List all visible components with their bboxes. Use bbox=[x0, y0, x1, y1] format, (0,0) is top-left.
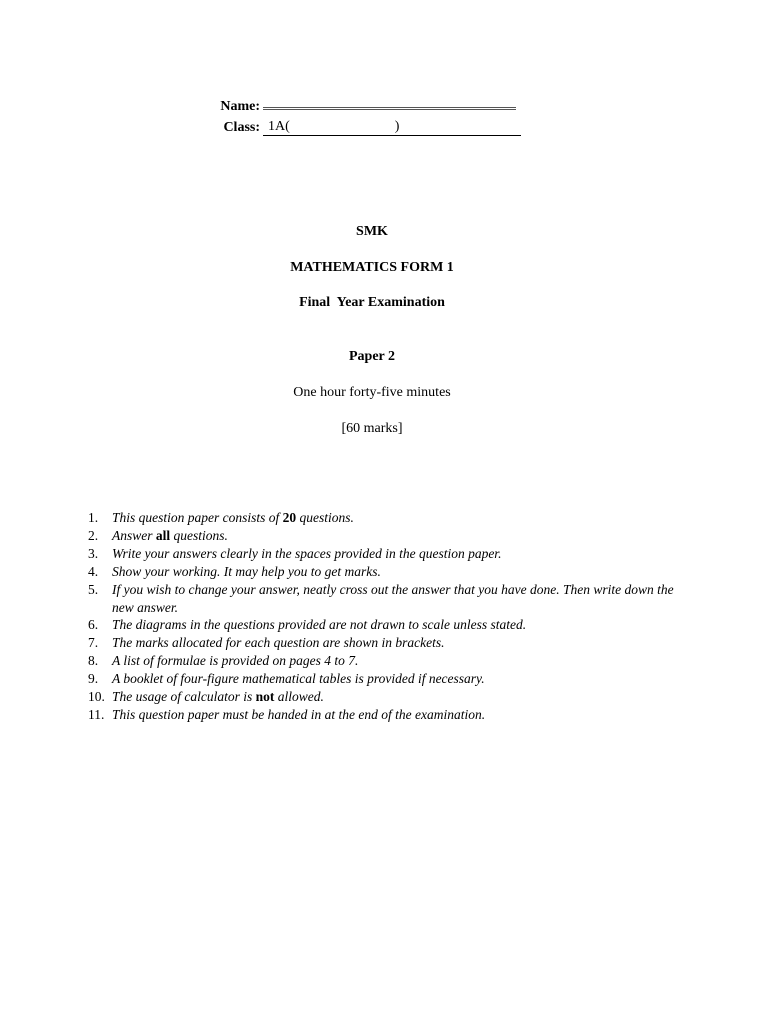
instruction-number: 7. bbox=[88, 635, 99, 651]
class-label: Class: bbox=[223, 120, 260, 135]
instruction-text bbox=[112, 689, 324, 704]
instruction-text-part: questions. bbox=[296, 510, 354, 525]
exam-duration: One hour forty-five minutes bbox=[293, 385, 451, 400]
instruction-text bbox=[112, 564, 381, 579]
instruction-text-part: The diagrams in the questions provided are not drawn to scale unless stated. bbox=[112, 617, 527, 633]
instruction-text bbox=[112, 510, 354, 525]
instruction-number: 8. bbox=[88, 653, 99, 669]
instruction-text-part: A list of formulae is provided on pages 4 to 7. bbox=[112, 653, 359, 669]
instruction-text bbox=[112, 653, 358, 668]
instruction-item bbox=[88, 527, 688, 545]
instruction-text-part: Show your working. It may help you to get marks. bbox=[112, 563, 381, 579]
school-name: SMK bbox=[356, 224, 388, 239]
instructions-list bbox=[88, 509, 688, 724]
instruction-item bbox=[88, 563, 688, 581]
instruction-number: 10. bbox=[88, 689, 105, 705]
instruction-text bbox=[112, 635, 444, 650]
instruction-text-part: This question paper must be handed in at the end of the examination. bbox=[112, 706, 486, 722]
instruction-number: 9. bbox=[88, 671, 99, 687]
instruction-item bbox=[88, 509, 688, 527]
paper-number: Paper 2 bbox=[348, 349, 395, 364]
instruction-item bbox=[88, 616, 688, 634]
instruction-text-part: Answer bbox=[112, 527, 156, 543]
instruction-text bbox=[112, 546, 501, 561]
instruction-text bbox=[112, 617, 526, 632]
instruction-emphasis: not bbox=[255, 689, 275, 705]
name-label: Name: bbox=[220, 99, 260, 114]
instruction-number: 4. bbox=[88, 563, 99, 579]
instruction-text bbox=[112, 671, 485, 686]
instruction-text-part: The usage of calculator is bbox=[112, 689, 256, 705]
instruction-text bbox=[112, 707, 485, 722]
instruction-number: 11. bbox=[88, 706, 105, 722]
instruction-text-part: The marks allocated for each question are shown in brackets. bbox=[112, 635, 445, 651]
instruction-number: 5. bbox=[88, 581, 99, 597]
instruction-item bbox=[88, 706, 688, 724]
name-row bbox=[212, 94, 522, 115]
instruction-text-part: This question paper consists of bbox=[112, 510, 283, 525]
class-field[interactable]: 1A( ) bbox=[263, 119, 521, 136]
instruction-item bbox=[88, 670, 688, 688]
instruction-text-part: Write your answers clearly in the spaces provided in the question paper. bbox=[112, 545, 502, 561]
instruction-item bbox=[88, 545, 688, 563]
exam-title: Final Year Examination bbox=[299, 295, 445, 310]
instruction-item bbox=[88, 634, 688, 652]
instruction-number: 6. bbox=[88, 617, 99, 633]
instruction-text-part: questions. bbox=[170, 527, 228, 543]
instruction-text-part: A booklet of four-figure mathematical tables is provided if necessary. bbox=[112, 671, 485, 687]
instruction-number: 3. bbox=[88, 545, 99, 561]
instruction-text-part: allowed. bbox=[274, 689, 324, 705]
class-row bbox=[212, 115, 522, 136]
total-marks: [60 marks] bbox=[341, 421, 403, 436]
name-field[interactable] bbox=[263, 99, 516, 110]
subject-title: MATHEMATICS FORM 1 bbox=[290, 260, 454, 275]
instruction-text-part: If you wish to change your answer, neatly cross out the answer that you have done. Then write down the new answer. bbox=[112, 581, 674, 615]
instruction-emphasis: all bbox=[155, 527, 171, 543]
instruction-emphasis: 20 bbox=[282, 510, 297, 525]
instruction-item bbox=[88, 581, 688, 617]
instruction-number: 2. bbox=[88, 527, 99, 543]
instruction-number: 1. bbox=[88, 510, 99, 525]
student-info bbox=[212, 94, 522, 136]
instruction-item bbox=[88, 688, 688, 706]
instruction-text bbox=[112, 528, 228, 543]
instruction-text bbox=[112, 582, 674, 615]
instruction-item bbox=[88, 652, 688, 670]
